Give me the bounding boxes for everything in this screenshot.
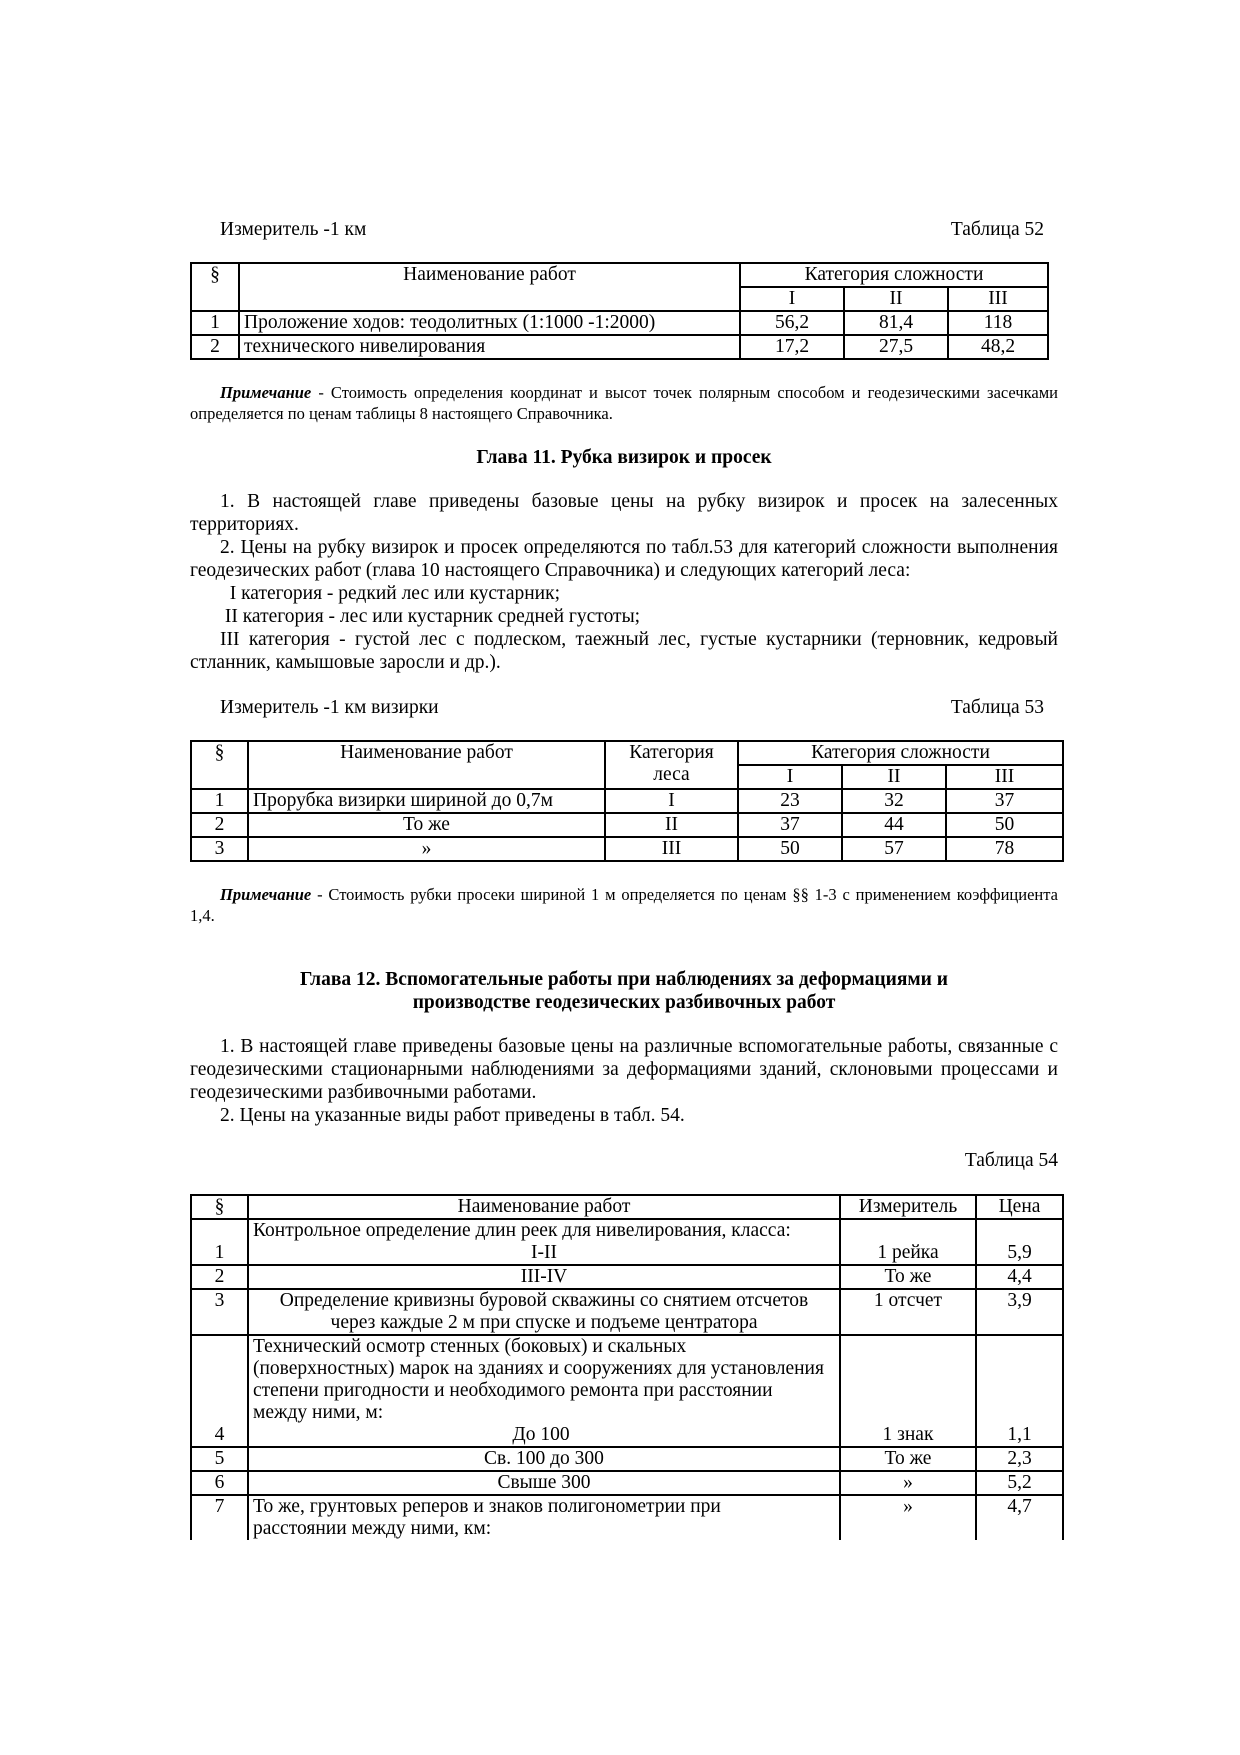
table52-caption <box>190 218 1058 241</box>
th-cat-2: II <box>842 765 946 789</box>
row-name: До 100 <box>512 1424 570 1445</box>
table-54 <box>190 1194 1064 1540</box>
table-row <box>191 1265 1063 1289</box>
cell-name: То же, грунтовых реперов и знаков полигонометрии при расстоянии между ними, км: <box>248 1495 840 1540</box>
table-52 <box>190 262 1049 360</box>
note-label: Примечание <box>220 885 312 904</box>
forest-category-2: II категория - лес или кустарник средней густоты; <box>220 606 641 627</box>
chapter-12-title-line-1: Глава 12. Вспомогательные работы при наблюдениях за деформациями и <box>299 969 949 990</box>
table-row <box>191 789 1063 813</box>
note-label: Примечание <box>220 383 312 402</box>
cell-unit: 1 рейка <box>840 1219 976 1265</box>
cell-value: 50 <box>946 813 1063 837</box>
th-name: Наименование работ <box>248 741 605 789</box>
cell-value: 44 <box>842 813 946 837</box>
table53-measure: Измеритель -1 км визирки <box>220 697 439 718</box>
note-text: - Стоимость рубки просеки шириной 1 м определяется по ценам §§ 1-3 с применением коэффициента 1,4. <box>190 885 1058 925</box>
th-name: Наименование работ <box>239 263 740 311</box>
cell-name: Определение кривизны буровой скважины со снятием отсчетов через каждые 2 м при спуске и подъеме центратора <box>248 1289 840 1335</box>
table-row <box>191 311 1048 335</box>
cell-num: 4 <box>191 1335 248 1447</box>
cell-forest: I <box>605 789 738 813</box>
cell-num: 6 <box>191 1471 248 1495</box>
th-cat-3: III <box>946 765 1063 789</box>
table54-label: Таблица 54 <box>964 1150 1058 1171</box>
cell-value: 78 <box>946 837 1063 861</box>
th-cat-1: I <box>738 765 842 789</box>
table-row <box>191 1219 1063 1265</box>
th-num: § <box>191 263 239 311</box>
cell-name: Св. 100 до 300 <box>248 1447 840 1471</box>
cell-value: 23 <box>738 789 842 813</box>
cell-value: 17,2 <box>740 335 844 359</box>
table-row <box>191 335 1048 359</box>
table-row <box>191 1471 1063 1495</box>
table53-note <box>190 884 1058 926</box>
cell-price: 1,1 <box>976 1335 1063 1447</box>
chapter-12-title-line-2: производстве геодезических разбивочных работ <box>412 992 836 1013</box>
th-cat-1: I <box>740 287 844 311</box>
cell-name: Свыше 300 <box>248 1471 840 1495</box>
cell-num: 1 <box>191 1219 248 1265</box>
table52-measure: Измеритель -1 км <box>220 219 367 240</box>
cell-num: 1 <box>191 789 248 813</box>
chapter-11-title: Глава 11. Рубка визирок и просек <box>476 447 772 468</box>
cell-num: 2 <box>191 813 248 837</box>
cell-value: 27,5 <box>844 335 948 359</box>
chapter-12-title <box>190 968 1058 1014</box>
cell-num: 2 <box>191 335 239 359</box>
table53-caption <box>190 696 1058 719</box>
cell-value: 50 <box>738 837 842 861</box>
cell-num: 3 <box>191 1289 248 1335</box>
cell-unit: То же <box>840 1447 976 1471</box>
cell-num: 2 <box>191 1265 248 1289</box>
cell-value: 81,4 <box>844 311 948 335</box>
row-name: I-II <box>531 1242 557 1263</box>
row-intro: Контрольное определение длин реек для нивелирования, класса: <box>253 1220 791 1241</box>
cell-price: 3,9 <box>976 1289 1063 1335</box>
cell-price: 4,7 <box>976 1495 1063 1540</box>
table-row <box>191 1495 1063 1540</box>
table52-note <box>190 382 1058 424</box>
row-intro: Технический осмотр стенных (боковых) и скальных (поверхностных) марок на зданиях и сооружениях для установления степени пригодности и необходимого ремонта при расстоянии между ними, м: <box>253 1336 824 1423</box>
cell-name: » <box>248 837 605 861</box>
cell-value: 118 <box>948 311 1048 335</box>
cell-forest: II <box>605 813 738 837</box>
cell-value: 57 <box>842 837 946 861</box>
cell-value: 32 <box>842 789 946 813</box>
table-row <box>191 837 1063 861</box>
cell-num: 7 <box>191 1495 248 1540</box>
table-row <box>191 813 1063 837</box>
table52-label: Таблица 52 <box>950 219 1044 240</box>
table53-label: Таблица 53 <box>950 697 1044 718</box>
cell-name <box>248 1335 840 1447</box>
cell-value: 37 <box>738 813 842 837</box>
ch11-paragraph-2: 2. Цены на рубку визирок и просек определяются по табл.53 для категорий сложности выполнения геодезических работ (глава 10 настоящего Справочника) и следующих категорий леса: <box>190 537 1058 581</box>
cell-value: 37 <box>946 789 1063 813</box>
forest-category-3: III категория - густой лес с подлеском, таежный лес, густые кустарники (терновник, кедровый стланник, камышовые заросли и др.). <box>190 629 1058 673</box>
cell-value: 56,2 <box>740 311 844 335</box>
th-forest-category: Категория леса <box>605 741 738 789</box>
document-page <box>190 218 1058 1540</box>
ch12-paragraph-2: 2. Цены на указанные виды работ приведены в табл. 54. <box>220 1105 685 1126</box>
cell-name: Проложение ходов: теодолитных (1:1000 -1:2000) <box>239 311 740 335</box>
cell-name: технического нивелирования <box>239 335 740 359</box>
th-cat-2: II <box>844 287 948 311</box>
forest-category-1: I категория - редкий лес или кустарник; <box>220 583 560 604</box>
cell-unit: То же <box>840 1265 976 1289</box>
cell-price: 2,3 <box>976 1447 1063 1471</box>
cell-name: Прорубка визирки шириной до 0,7м <box>248 789 605 813</box>
table-53 <box>190 740 1064 862</box>
th-num: § <box>191 741 248 789</box>
cell-unit: 1 знак <box>840 1335 976 1447</box>
th-category: Категория сложности <box>738 741 1063 765</box>
th-unit: Измеритель <box>840 1195 976 1219</box>
cell-num: 1 <box>191 311 239 335</box>
cell-value: 48,2 <box>948 335 1048 359</box>
ch11-paragraph-1: 1. В настоящей главе приведены базовые цены на рубку визирок и просек на залесенных территориях. <box>190 491 1058 535</box>
th-name: Наименование работ <box>248 1195 840 1219</box>
cell-name: III-IV <box>248 1265 840 1289</box>
th-price: Цена <box>976 1195 1063 1219</box>
cell-forest: III <box>605 837 738 861</box>
cell-price: 5,2 <box>976 1471 1063 1495</box>
note-text: - Стоимость определения координат и высот точек полярным способом и геодезическими засечками определяется по ценам таблицы 8 настоящего Справочника. <box>190 383 1058 423</box>
cell-name <box>248 1219 840 1265</box>
cell-num: 5 <box>191 1447 248 1471</box>
cell-unit: » <box>840 1471 976 1495</box>
cell-unit: » <box>840 1495 976 1540</box>
cell-num: 3 <box>191 837 248 861</box>
cell-price: 4,4 <box>976 1265 1063 1289</box>
th-cat-3: III <box>948 287 1048 311</box>
th-num: § <box>191 1195 248 1219</box>
th-category: Категория сложности <box>740 263 1048 287</box>
cell-name: То же <box>248 813 605 837</box>
table-row <box>191 1447 1063 1471</box>
table-row <box>191 1289 1063 1335</box>
table-row <box>191 1335 1063 1447</box>
cell-price: 5,9 <box>976 1219 1063 1265</box>
ch12-paragraph-1: 1. В настоящей главе приведены базовые цены на различные вспомогательные работы, связанные с геодезическими стационарными наблюдениями за деформациями зданий, склоновыми процессами и геодезическими разбивочными работами. <box>190 1036 1058 1103</box>
cell-unit: 1 отсчет <box>840 1289 976 1335</box>
